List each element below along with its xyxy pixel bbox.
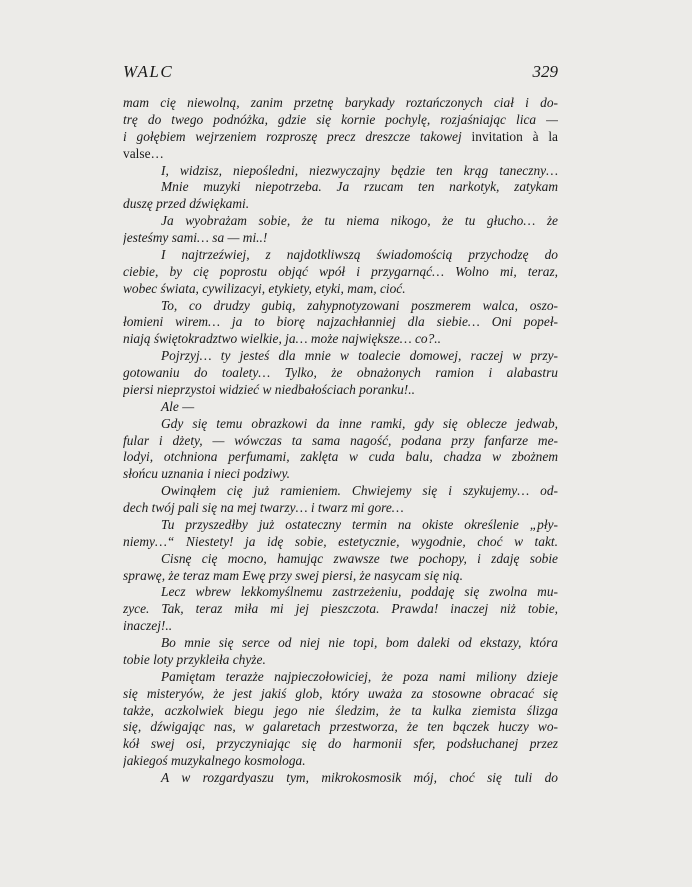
text-line-content: łomieni wirem… ja to biorę najzachłanniej dla siebie… Oni popeł-	[123, 314, 558, 330]
text-line	[123, 163, 558, 180]
text-line	[123, 669, 558, 686]
text-line	[123, 483, 558, 500]
text-line	[123, 416, 558, 433]
text-line-content: Owinąłem cię już ramieniem. Chwiejemy się i szykujemy… od-	[161, 483, 558, 499]
running-title: WALC	[123, 62, 174, 81]
text-line	[123, 365, 558, 382]
text-line-content: Tu przyszedłby już ostateczny termin na okiste określenie „pły-	[161, 516, 558, 532]
text-line-content: jesteśmy sami… sa — mi..!	[123, 230, 268, 245]
text-line	[123, 584, 558, 601]
text-line	[123, 264, 558, 281]
text-line	[123, 382, 558, 399]
text-line	[123, 196, 558, 213]
body-text	[123, 95, 558, 787]
text-line-content: niemy…“ Niestety! ja idę sobie, estetycznie, wygodnie, choć w takt.	[123, 533, 558, 549]
text-line-content: kół swej osi, przyczyniając się do harmonii sfer, podsłuchanej przez	[123, 736, 558, 752]
text-line	[123, 213, 558, 230]
text-line-content: inaczej!..	[123, 618, 173, 634]
text-line	[123, 112, 558, 129]
text-line-content: mam cię niewolną, zanim przetnę barykady roztańczonych ciał i do-	[123, 95, 558, 110]
text-line	[123, 449, 558, 466]
text-line	[123, 686, 558, 703]
text-line	[123, 230, 558, 247]
text-line	[123, 703, 558, 720]
text-line-content: dech twój pali się na mej twarzy… i twarz mi gore…	[123, 500, 404, 515]
text-line	[123, 551, 558, 568]
text-line	[123, 95, 558, 112]
text-line	[123, 247, 558, 264]
text-line-content: Lecz wbrew lekkomyślnemu zastrzeżeniu, poddaję się zwolna mu-	[161, 584, 558, 600]
text-line	[123, 568, 558, 585]
text-line	[123, 433, 558, 450]
page-header	[123, 62, 558, 84]
text-line-content: Gdy się temu obrazkowi da inne ramki, gdy się oblecze jedwab,	[161, 415, 558, 431]
text-line-content: wobec świata, cywilizacyi, etykiety, etyki, mam, cioć.	[123, 280, 406, 296]
text-line-roman-tail: invitation à la	[461, 128, 558, 144]
text-line-content: Mnie muzyki niepotrzeba. Ja rzucam ten narkotyk, zatykam	[161, 179, 558, 195]
text-line-content: I najtrzeźwiej, z najdotkliwszą świadomością przychodzę do	[161, 246, 558, 262]
text-line-content: Cisnę cię mocno, hamując zwawsze twe pochopy, i zdaję sobie	[161, 550, 558, 566]
text-line	[123, 331, 558, 348]
text-line	[123, 146, 558, 163]
text-line-content: piersi nieprzystoi widzieć w niedbałościach poranku!..	[123, 381, 415, 397]
text-line-content: Pamiętam terazże najpieczołowiciej, że poza nami miliony dzieje	[161, 668, 558, 684]
text-line	[123, 466, 558, 483]
text-line-content: I, widzisz, niepośledni, niezwyczajny będzie ten krąg taneczny…	[161, 162, 558, 178]
text-line-content: niają świętokradztwo wielkie, ja… może największe… co?..	[123, 331, 442, 347]
text-line-content: i gołębiem wejrzeniem rozproszę precz dreszcze takowej	[123, 128, 462, 144]
text-line	[123, 399, 558, 416]
text-line	[123, 753, 558, 770]
text-line-content: Bo mnie się serce od niej nie topi, bom daleki od ekstazy, która	[161, 635, 558, 650]
text-line-content: To, co drudzy gubią, zahypnotyzowani poszmerem walca, oszo-	[161, 297, 558, 313]
text-line-content: jakiegoś muzykalnego kosmologa.	[123, 753, 306, 769]
text-line-content: zyce. Tak, teraz miła mi jej pieszczota. Prawda! inaczej niż tobie,	[123, 601, 558, 617]
text-line-content: Ale —	[161, 398, 195, 414]
text-line-content: Ja wyobrażam sobie, że tu niema nikogo, że tu głucho… że	[161, 213, 558, 229]
text-line-content: duszę przed dźwiękami.	[123, 196, 250, 212]
text-line	[123, 298, 558, 315]
text-line-content: Pojrzyj… ty jesteś dla mnie w toalecie domowej, raczej w przy-	[161, 348, 558, 364]
text-line-content: lodyi, otchniona perfumami, zaklęta w cuda balu, chadza w zbożnem	[123, 449, 558, 465]
text-line	[123, 129, 558, 146]
page-number: 329	[532, 62, 558, 81]
text-line-content: sprawę, że teraz mam Ewę przy swej piersi, że nasycam się nią.	[123, 567, 463, 583]
text-line-content: gotowaniu do toalety… Tylko, że obnażonych ramion i alabastru	[123, 365, 558, 380]
text-line-content: się misteryów, że jest jakiś glob, który uważa za stosowne obracać się	[123, 685, 558, 701]
text-line	[123, 719, 558, 736]
text-line	[123, 281, 558, 298]
text-line-content: A w rozgardyaszu tym, mikrokosmosik mój, choć się tuli do	[161, 770, 558, 785]
text-line-content: fular i dżety, — wówczas ta sama nagość, podana przy fanfarze me-	[123, 432, 558, 448]
text-line	[123, 179, 558, 196]
text-line-content: valse…	[123, 145, 164, 161]
text-line	[123, 534, 558, 551]
text-line	[123, 500, 558, 517]
text-line	[123, 517, 558, 534]
text-line-content: tobie loty przykleiła chyże.	[123, 651, 266, 667]
text-line-content: słońcu uznania i nieci podziwy.	[123, 466, 291, 482]
text-line-content: trę do twego podnóżka, gdzie się kornie pochylę, rozjaśniając lica —	[123, 111, 558, 127]
text-line-content: ciebie, by cię poprostu objąć wpół i przygarnąć… Wolno mi, teraz,	[123, 263, 558, 279]
text-line	[123, 770, 558, 787]
text-line	[123, 736, 558, 753]
text-line	[123, 314, 558, 331]
text-line	[123, 652, 558, 669]
text-line	[123, 618, 558, 635]
text-line	[123, 348, 558, 365]
text-line-content: się, dźwigając nas, w galaretach przestworza, że ten bączek huczy wo-	[123, 719, 558, 735]
text-line-content: także, aczkolwiek biegu jego nie śledzim, że ta kulka ziemista ślizga	[123, 702, 558, 718]
text-line	[123, 635, 558, 652]
text-line	[123, 601, 558, 618]
